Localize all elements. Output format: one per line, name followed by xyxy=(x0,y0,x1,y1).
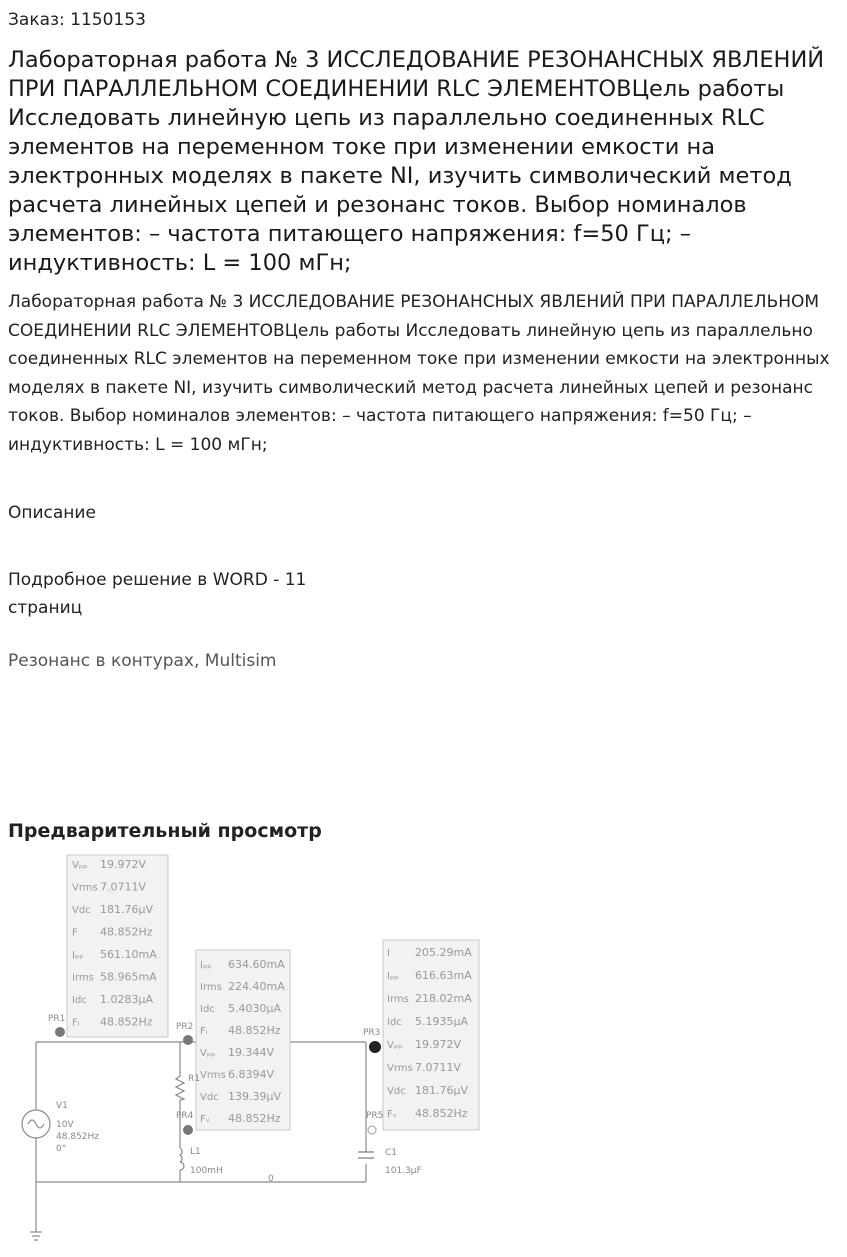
probe-row-key: Irms xyxy=(72,972,94,984)
probe-tag-3: PR3 xyxy=(363,1028,381,1038)
capacitor-name: C1 xyxy=(385,1148,398,1158)
probe-row-key: Irms xyxy=(387,994,409,1005)
inductor-value: 100mH xyxy=(190,1166,223,1176)
source-name: V1 xyxy=(56,1101,68,1111)
probe-row-value: 561.10mA xyxy=(100,948,157,961)
detail-text: Подробное решение в WORD - 11 страниц xyxy=(8,570,307,618)
probe-row-value: 616.63mA xyxy=(415,969,472,982)
probe-row-key: Vrms xyxy=(72,882,98,894)
probe-marker-icon xyxy=(183,1125,193,1135)
probe-row-value: 48.852Hz xyxy=(100,925,153,939)
resistor-icon xyxy=(176,1076,184,1100)
probe-row-key: Vrms xyxy=(200,1070,226,1081)
probe-tag-2: PR2 xyxy=(176,1022,194,1032)
probe-row-value: 7.0711V xyxy=(100,880,147,894)
probe-row-value: 48.852Hz xyxy=(228,1024,281,1037)
probe-row-value: 19.972V xyxy=(100,858,147,871)
probe-row-key: Idc xyxy=(200,1004,215,1015)
probe-tag-5: PR5 xyxy=(366,1111,384,1121)
probe-row-value: 1.0283µA xyxy=(100,993,154,1006)
probe-row-key: Vₚₚ xyxy=(387,1040,403,1051)
probe-row-value: 48.852Hz xyxy=(415,1107,468,1120)
probe-row-value: 48.852Hz xyxy=(100,1015,153,1029)
probe-row-key: Fᵢ xyxy=(72,1017,80,1029)
circuit-preview-image xyxy=(0,852,500,1252)
probe-row-value: 181.76µV xyxy=(415,1084,469,1097)
probe-row-value: 181.76µV xyxy=(100,903,154,916)
probe-row-value: 7.0711V xyxy=(415,1061,462,1074)
description-text: Лабораторная работа № 3 ИССЛЕДОВАНИЕ РЕЗОНАНСНЫХ ЯВЛЕНИЙ ПРИ ПАРАЛЛЕЛЬНОМ СОЕДИНЕНИИ RLC ЭЛЕМЕНТОВЦель работы Исследовать линейную цепь из параллельно соединенных RLC элементов на переменном токе при изменении емкости на электронных моделях в пакете NI, изучить символический метод расчета линейных цепей и резонанс токов. Выбор номиналов элементов: – частота питающего напряжения: f=50 Гц; – индуктивность: L = 100 мГн; xyxy=(8,292,830,455)
probe-row-key: Fᵥ xyxy=(387,1109,397,1120)
probe-row-value: 5.4030µA xyxy=(228,1002,282,1015)
probe-row-key: Irms xyxy=(200,982,222,993)
probe-row-value: 5.1935µA xyxy=(415,1015,469,1028)
probe-row-value: 6.8394V xyxy=(228,1068,275,1081)
resistor-name: R1 xyxy=(188,1074,200,1084)
probe-row-key: Iₚₚ xyxy=(72,950,84,961)
probe-row-value: 205.29mA xyxy=(415,946,472,959)
probe-tag-4: PR4 xyxy=(176,1111,194,1121)
probe-marker-icon xyxy=(55,1027,65,1037)
probe-row-key: Vdc xyxy=(72,905,91,916)
ground-node-label: 0 xyxy=(268,1174,274,1184)
probe-row-key: Vₚₚ xyxy=(200,1048,216,1059)
page-title: Лабораторная работа № 3 ИССЛЕДОВАНИЕ РЕЗОНАНСНЫХ ЯВЛЕНИЙ ПРИ ПАРАЛЛЕЛЬНОМ СОЕДИНЕНИИ RLC ЭЛЕМЕНТОВЦель работы Исследовать линейную цепь из параллельно соединенных RLC элементов на переменном токе при изменении емкости на электронных моделях в пакете NI, изучить символический метод расчета линейных цепей и резонанс токов. Выбор номиналов элементов: – частота питающего напряжения: f=50 Гц; – индуктивность: L = 100 мГн; xyxy=(8,47,825,276)
source-voltage: 10V xyxy=(56,1120,74,1130)
probe-row-key: Idc xyxy=(72,995,87,1006)
probe-row-value: 224.40mA xyxy=(228,980,285,993)
probe-box-3 xyxy=(383,940,479,1130)
source-frequency: 48.852Hz xyxy=(56,1132,99,1142)
probe-marker-icon xyxy=(368,1126,376,1134)
source-phase: 0° xyxy=(56,1144,67,1154)
preview-heading: Предварительный просмотр xyxy=(8,820,322,842)
probe-row-value: 218.02mA xyxy=(415,992,472,1005)
tags-line xyxy=(8,651,277,671)
probe-row-key: Iₚₚ xyxy=(387,971,399,982)
probe-row-key: I xyxy=(387,948,390,959)
probe-marker-icon xyxy=(183,1035,193,1045)
probe-row-key: F xyxy=(72,927,78,939)
inductor-name: L1 xyxy=(190,1147,201,1157)
probe-marker-icon xyxy=(369,1041,381,1053)
probe-box-2 xyxy=(196,950,290,1130)
probe-row-value: 58.965mA xyxy=(100,970,157,984)
probe-row-value: 634.60mA xyxy=(228,958,285,971)
probe-row-value: 48.852Hz xyxy=(228,1112,281,1125)
probe-row-key: Idc xyxy=(387,1017,402,1028)
capacitor-icon xyxy=(358,1152,374,1158)
probe-tag-1: PR1 xyxy=(48,1014,66,1024)
order-number: Заказ: 1150153 xyxy=(8,10,146,30)
probe-row-value: 19.972V xyxy=(415,1038,462,1051)
inductor-icon xyxy=(180,1148,184,1170)
probe-row-key: Vdc xyxy=(200,1092,219,1103)
probe-row-key: Vdc xyxy=(387,1086,406,1097)
description-label: Описание xyxy=(8,503,96,523)
probe-box-1 xyxy=(67,855,168,1037)
ac-source-icon xyxy=(22,1110,50,1138)
probe-row-key: Iₚₚ xyxy=(200,960,212,971)
probe-row-value: 19.344V xyxy=(228,1046,275,1059)
tags-text[interactable]: Резонанс в контурах, Multisim xyxy=(8,651,277,671)
capacitor-value: 101.3µF xyxy=(385,1166,422,1176)
probe-row-value: 139.39µV xyxy=(228,1090,282,1103)
probe-row-key: Vₚₚ xyxy=(72,860,88,871)
probe-row-key: Fᵢ xyxy=(200,1026,208,1037)
probe-row-key: Vrms xyxy=(387,1063,413,1074)
probe-row-key: Fᵥ xyxy=(200,1114,210,1125)
